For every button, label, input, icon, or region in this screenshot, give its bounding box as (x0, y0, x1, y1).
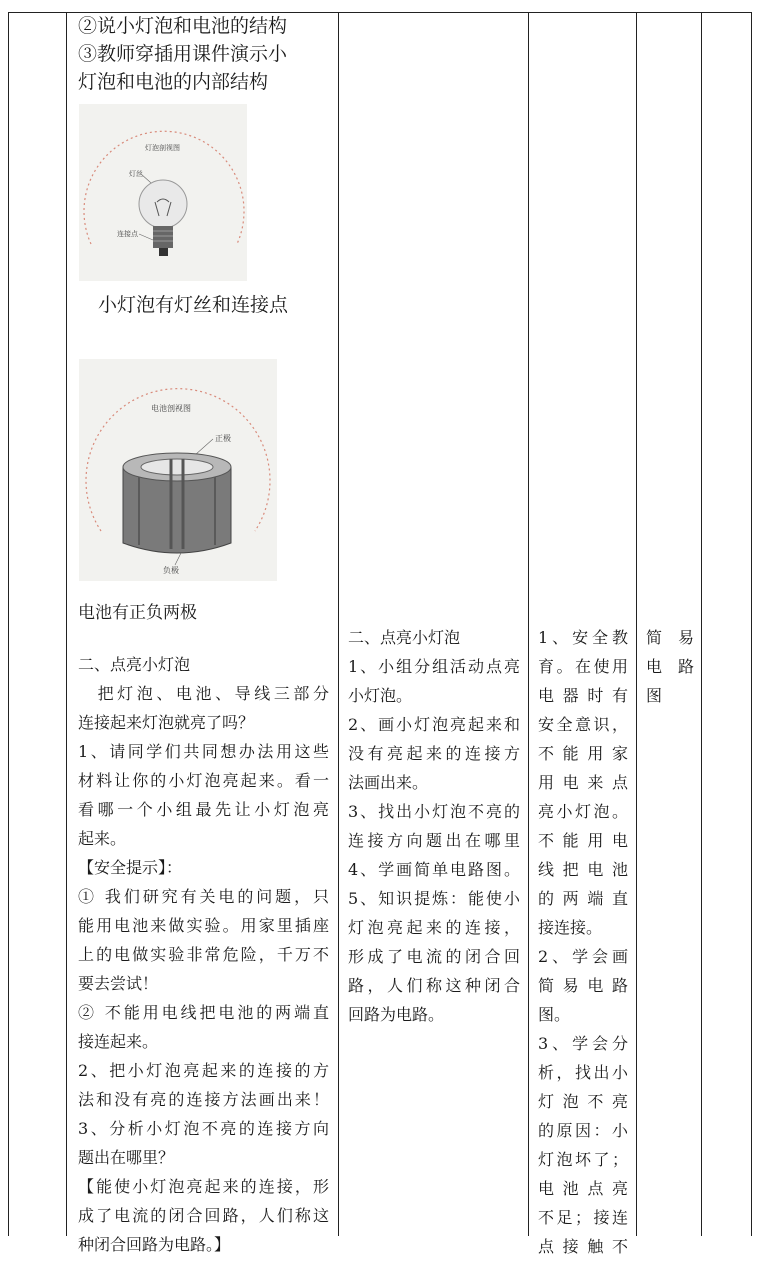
text-line: 灯泡和电池的内部结构 (78, 71, 269, 93)
text-line: 连接方向题出在哪里 (348, 831, 520, 850)
table-left-border (8, 12, 9, 1236)
empty-column-cell (702, 13, 751, 1236)
section-heading: 二、点亮小灯泡 (348, 628, 461, 647)
battery-figure-title: 电池剖视图 (151, 404, 191, 413)
text-line: 点接触不 (538, 1237, 628, 1256)
text-line: 材料让你的小灯泡亮起来。看一 (78, 771, 329, 790)
text-line: 用电来点 (538, 773, 628, 792)
text-line: 成了电流的闭合回路，人们称这 (78, 1206, 329, 1225)
positive-pole-label: 正极 (215, 434, 231, 443)
column-divider (528, 12, 529, 1236)
bulb-figure-title: 灯泡剖视图 (145, 144, 180, 152)
text-line: 安全意识， (538, 715, 628, 734)
contact-point-label: 连接点 (117, 230, 138, 238)
text-line: 的原因：小 (538, 1121, 628, 1140)
text-line: 【能使小灯泡亮起来的连接，形 (78, 1177, 329, 1196)
text-line: 连接起来灯泡就亮了吗？ (78, 713, 255, 732)
battery-caption: 电池有正负两极 (78, 603, 197, 623)
text-line: 简易电路 (538, 976, 628, 995)
column-divider (636, 12, 637, 1236)
text-line: 1、请同学们共同想办法用这些 (78, 742, 329, 761)
text-line: 2、画小灯泡亮起来和 (348, 715, 520, 734)
text-line: 题出在哪里？ (78, 1148, 175, 1167)
battery-cross-section-image (79, 359, 277, 581)
text-line: 育。在使用 (538, 657, 628, 676)
text-line: 3、找出小灯泡不亮的 (348, 802, 520, 821)
text-line: 4、学画简单电路图。 (348, 860, 520, 879)
text-line: 灯泡亮起来的连接， (348, 918, 520, 937)
text-line: 线把电池 (538, 860, 628, 879)
student-activity-cell (348, 623, 520, 1029)
text-line: 把灯泡、电池、导线三部分 (78, 684, 329, 703)
text-line: 简易 (646, 628, 694, 647)
board-design-cell (646, 623, 694, 710)
bulb-cross-section-image (79, 104, 247, 281)
text-line: 接连接。 (538, 918, 603, 937)
text-line: 图。 (538, 1005, 571, 1024)
text-line: 亮小灯泡。 (538, 802, 628, 821)
text-line: 看哪一个小组最先让小灯泡亮 (78, 800, 329, 819)
text-line: 2、把小灯泡亮起来的连接的方 (78, 1061, 329, 1080)
text-line: 种闭合回路为电路。】 (78, 1235, 231, 1254)
text-line: 电器时有 (538, 686, 628, 705)
text-line: ① 我们研究有关电的问题，只 (78, 887, 329, 906)
text-line: 2、学会画 (538, 947, 628, 966)
design-intent-cell (538, 623, 628, 1261)
text-line: 图 (646, 686, 663, 705)
text-line: ②说小灯泡和电池的结构 (78, 15, 288, 37)
text-line: ③教师穿插用课件演示小 (78, 43, 288, 65)
text-line: 不能用家 (538, 744, 628, 763)
text-line: 小灯泡。 (348, 686, 413, 705)
text-line: 形成了电流的闭合回 (348, 947, 520, 966)
text-line: 没有亮起来的连接方 (348, 744, 520, 763)
text-line: 5、知识提炼：能使小 (348, 889, 520, 908)
text-line: 回路为电路。 (348, 1005, 445, 1024)
text-line: 法和没有亮的连接方法画出来！ (78, 1090, 329, 1109)
filament-label: 灯丝 (129, 170, 143, 178)
text-line: 1、小组分组活动点亮 (348, 657, 520, 676)
text-line: 析，找出小 (538, 1063, 628, 1082)
text-line: 不能用电 (538, 831, 628, 850)
text-line: 灯泡不亮 (538, 1092, 628, 1111)
text-line: 法画出来。 (348, 773, 429, 792)
negative-pole-label: 负极 (163, 566, 179, 575)
text-line: 的两端直 (538, 889, 628, 908)
text-line: 3、学会分 (538, 1034, 628, 1053)
battery-diagram (79, 359, 277, 581)
bulb-caption: 小灯泡有灯丝和连接点 (98, 294, 289, 316)
column-divider (66, 12, 67, 1236)
text-line: 上的电做实验非常危险，千万不 (78, 945, 329, 964)
text-line: 路，人们称这种闭合 (348, 976, 520, 995)
teacher-activity-intro (78, 12, 334, 96)
section-heading: 二、点亮小灯泡 (78, 655, 191, 674)
text-line: 接连起来。 (78, 1032, 159, 1051)
text-line: 电路 (646, 657, 694, 676)
text-line: 起来。 (78, 829, 127, 848)
text-line: 电池点亮 (538, 1179, 628, 1198)
text-line: ② 不能用电线把电池的两端直 (78, 1003, 329, 1022)
text-line: 灯泡坏了； (538, 1150, 628, 1169)
text-line: 不足；接连 (538, 1208, 628, 1227)
text-line: 要去尝试！ (78, 974, 159, 993)
text-line: 能用电池来做实验。用家里插座 (78, 916, 329, 935)
column-divider (338, 12, 339, 1236)
teacher-activity-body (78, 650, 329, 1259)
text-line: 3、分析小灯泡不亮的连接方向 (78, 1119, 329, 1138)
table-right-border (751, 12, 752, 1236)
text-line: 1、安全教 (538, 628, 628, 647)
safety-tip-heading: 【安全提示】： (78, 858, 183, 877)
bulb-diagram (79, 104, 247, 281)
